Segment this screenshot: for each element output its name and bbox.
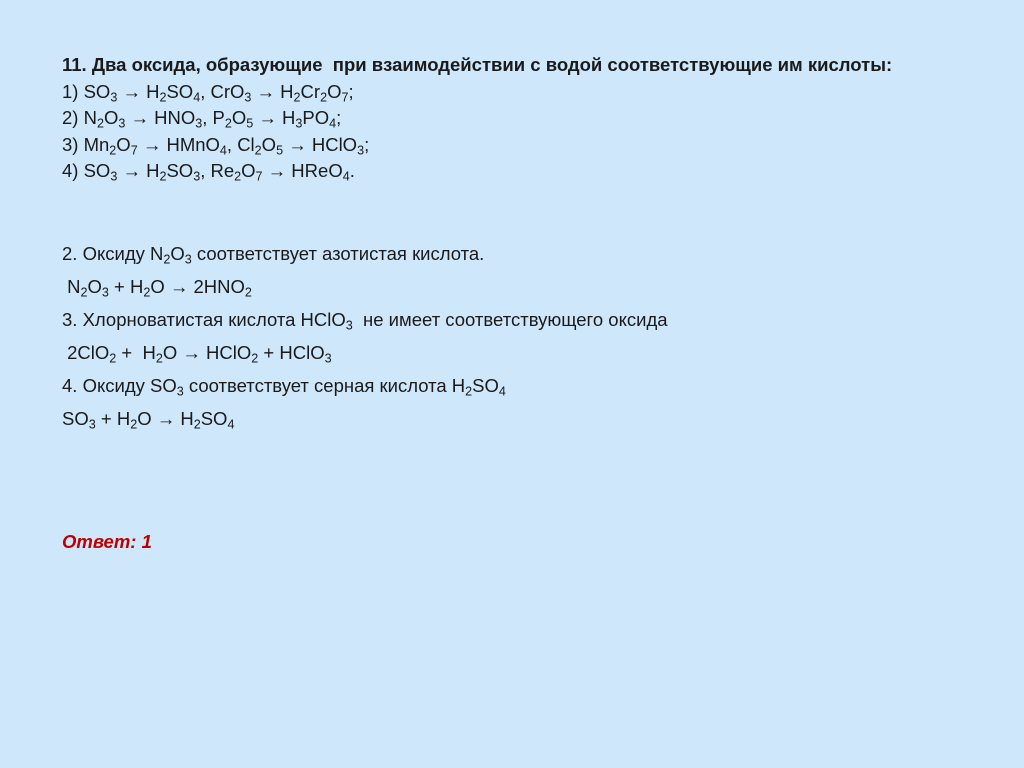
explanation-line-4: $2ClO_2 + H_2O$ → HClO$_2$ + HClO$_3$ <box>62 341 332 366</box>
option-2: 2) $N_2O_3 \to HNO_3$, $P_2O_5 \to H_3PO_4$; <box>62 107 342 131</box>
answer-text: Ответ: 1 <box>62 530 152 552</box>
option-3: 3) $Mn_2O_7$ → HMnO$_4$, $Cl_2O_5$ → HClO$_3$; <box>62 133 370 158</box>
option-4: 4) $SO_3 \to H_2SO_3$, $Re_2O_7$ → HReO$_4$. <box>62 160 355 184</box>
spacer <box>62 185 992 237</box>
option-1: 1) $SO_3 \to H_2SO_4$, $CrO_3 \to H_2Cr_2O_7$; <box>62 80 354 105</box>
explanation-line-3: 3. Хлорноватистая кислота HClO$_3$ не имеет соответствующего оксида <box>62 308 668 333</box>
spacer <box>62 435 992 529</box>
explanation-line-1: 2. Оксиду $N_2O_3$ соответствует азотистая кислота. <box>62 242 485 267</box>
explanation-line-6: $SO_3 + H_2O \to H_2SO_4$ <box>62 407 235 432</box>
question-title: 11. Два оксида, образующие при взаимодействии с водой соответствующие им кислоты: <box>62 54 893 75</box>
slide <box>62 52 992 555</box>
explanation-line-2: $N_2O_3 + H_2O \to 2HNO_2$ <box>62 275 252 300</box>
explanation-line-5: 4. Оксиду $SO_3$ соответствует серная кислота $H_2SO_4$ <box>62 374 506 399</box>
